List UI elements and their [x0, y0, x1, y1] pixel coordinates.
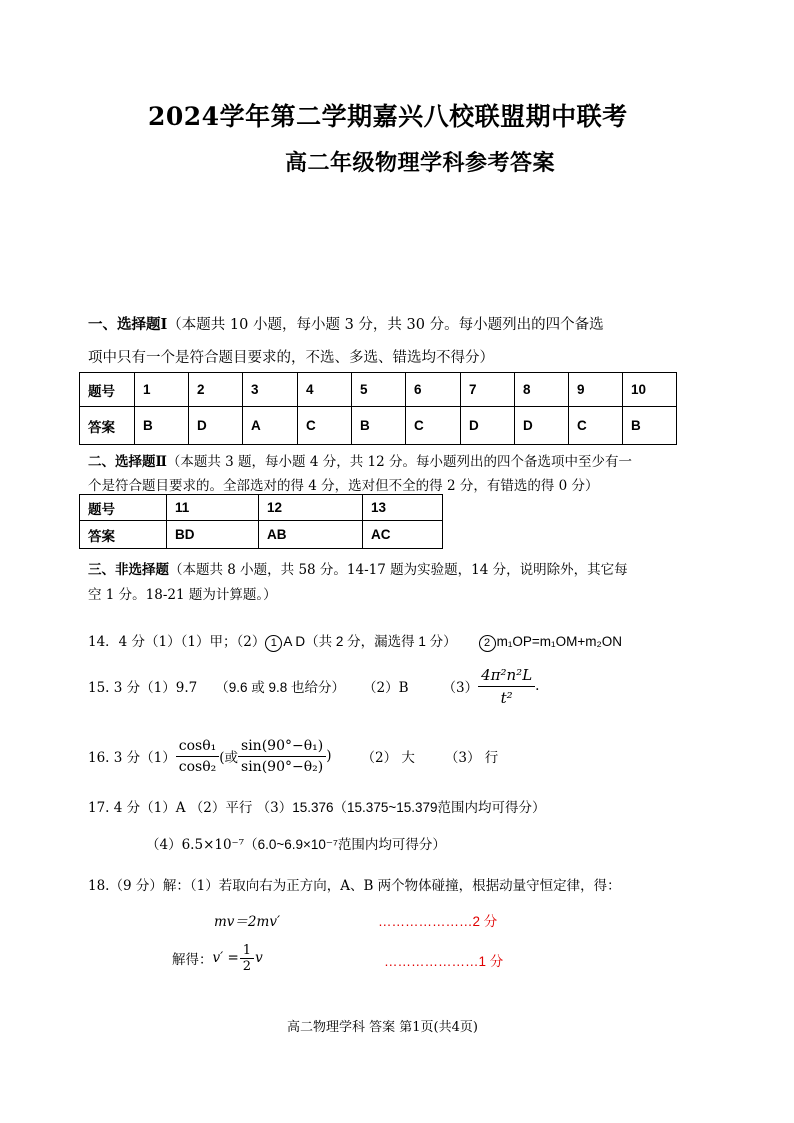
answer-cell: B [623, 407, 677, 445]
section3-heading: 三、非选择题 [88, 562, 169, 578]
q17-line1 [88, 796, 546, 816]
question-number: 5 [352, 373, 406, 407]
section2-desc-line1: （本题共 3 题，每小题 4 分，共 12 分。每小题列出的四个备选项中至少有一 [166, 454, 632, 470]
q16-or-label: (或 [219, 750, 239, 766]
question-number: 3 [243, 373, 298, 407]
q16-close: ) [326, 748, 332, 764]
question-number: 13 [363, 495, 443, 521]
answer-cell: AB [259, 521, 363, 549]
answer-cell: AC [363, 521, 443, 549]
q17-line1-prefix: 17. 4 分（1）A （2）平行 （3） [88, 800, 293, 816]
q16-fraction1 [176, 738, 220, 775]
question-number: 9 [569, 373, 623, 407]
section1-answer-table [79, 372, 677, 445]
question-number: 11 [167, 495, 259, 521]
fraction-numerator: 1 [240, 943, 254, 959]
q14-answer [88, 630, 622, 652]
section3-desc-line1: （本题共 8 小题，共 58 分。14-17 题为实验题，14 分，说明除外，其它每 [169, 562, 628, 578]
answer-cell: D [515, 407, 569, 445]
q18-equation1: mv＝2mv′ [214, 914, 281, 930]
fraction-denominator: t² [500, 688, 513, 707]
q18-eq2-right: v [255, 950, 263, 966]
q18-score2: …………………1 分 [384, 954, 504, 969]
q17-line2-range: （6.0~6.9×10⁻⁷ [244, 837, 338, 852]
row-label-question: 题号 [80, 495, 167, 521]
answer-cell: C [406, 407, 461, 445]
section3-desc [88, 558, 628, 578]
fraction-numerator: cosθ₁ [176, 738, 220, 757]
page-subtitle: 高二年级物理学科参考答案 [285, 150, 556, 176]
q15-prefix: 15. 3 分（1）9.7 [88, 680, 198, 696]
fraction-denominator: cosθ₂ [178, 758, 217, 775]
section2-desc-line2: 个是符合题目要求的。全部选对的得 4 分，选对但不全的得 2 分，有错选的得 0 分） [88, 478, 599, 494]
section2-desc [88, 450, 632, 470]
question-number: 2 [189, 373, 243, 407]
question-number: 10 [623, 373, 677, 407]
section1-heading: 一、选择题Ⅰ [88, 316, 168, 333]
table-row-questions [80, 373, 677, 407]
table-row-answers [80, 521, 443, 549]
q15-part3-label: （3） [442, 680, 479, 696]
answer-cell: BD [167, 521, 259, 549]
fraction-numerator: 4π²n²L [478, 666, 535, 687]
section3-desc-line2: 空 1 分。18-21 题为计算题。） [88, 587, 277, 603]
q18-solve-label: 解得： [172, 952, 213, 968]
section2-heading: 二、选择题Ⅱ [88, 454, 167, 470]
page-footer: 高二物理学科 答案 第1页(共4页) [287, 1020, 478, 1035]
section1-desc [88, 318, 604, 333]
section1-desc-line1: （本题共 10 小题，每小题 3 分，共 30 分。每小题列出的四个备选 [167, 317, 604, 333]
q17-line2-suffix: 范围内均可得分） [337, 837, 446, 853]
q16-answer [88, 732, 498, 780]
answer-cell: D [461, 407, 515, 445]
q17-line1-suffix: 范围内均可得分） [437, 800, 546, 816]
q14-part2: m₁OP=m₁OM+m₂ON [496, 634, 622, 649]
fraction-denominator: sin(90°−θ₂) [241, 758, 324, 775]
q18-line1: 18.（9 分）解：（1）若取向右为正方向，A、B 两个物体碰撞，根据动量守恒定律，得： [88, 878, 621, 894]
q15-fraction [478, 666, 535, 707]
q16-part2: （2） 大 [361, 750, 415, 766]
question-number: 4 [298, 373, 352, 407]
section1-desc-line2: 项中只有一个是符合题目要求的，不选、多选、错选均不得分） [88, 350, 494, 366]
fraction-denominator: 2 [242, 958, 252, 974]
answer-cell: D [189, 407, 243, 445]
circled-number: 2 [479, 635, 496, 652]
q14-prefix: 14．4 分（1）（1）甲；（2） [88, 634, 266, 650]
answer-cell: C [569, 407, 623, 445]
q15-note: （9.6 或 9.8 也给分） [215, 680, 345, 695]
answer-cell: A [243, 407, 298, 445]
fraction-numerator: sin(90°−θ₁) [238, 738, 326, 757]
q17-line2-value: 6.5×10⁻⁷ [181, 837, 245, 853]
answer-cell: C [298, 407, 352, 445]
page-title: 2024学年第二学期嘉兴八校联盟期中联考 [148, 102, 628, 131]
question-number: 8 [515, 373, 569, 407]
q18-score1: …………………2 分 [378, 914, 498, 929]
question-number: 7 [461, 373, 515, 407]
answer-cell: B [135, 407, 189, 445]
table-row-questions [80, 495, 443, 521]
circled-number: 1 [265, 635, 282, 652]
q16-fraction2 [238, 738, 326, 775]
section2-answer-table [79, 494, 443, 549]
q17-line2 [146, 833, 446, 853]
row-label-question: 题号 [80, 373, 135, 407]
question-number: 6 [406, 373, 461, 407]
q16-prefix: 16. 3 分（1） [88, 750, 176, 766]
q15-answer: 15. 3 分（1）9.7 （9.6 或 9.8 也给分） （2）B （3） $\frac{\text{4π²n²L}}{\text{t²}}$ . [88, 665, 540, 707]
row-label-answer: 答案 [80, 407, 135, 445]
q14-part1: A D（共 2 分，漏选得 1 分） [283, 634, 457, 649]
question-number: 1 [135, 373, 189, 407]
question-number: 12 [259, 495, 363, 521]
q17-line1-value: 15.376（15.375~15.379 [292, 800, 438, 815]
answer-cell: B [352, 407, 406, 445]
q17-line2-prefix: （4） [146, 837, 182, 853]
row-label-answer: 答案 [80, 521, 167, 549]
q18-eq2-fraction [240, 943, 254, 974]
q18-solution [172, 942, 263, 974]
q15-part2: （2）B [363, 680, 409, 696]
q18-eq2-left: v′ = [212, 950, 239, 966]
table-row-answers [80, 407, 677, 445]
q16-part3: （3） 行 [444, 750, 499, 766]
